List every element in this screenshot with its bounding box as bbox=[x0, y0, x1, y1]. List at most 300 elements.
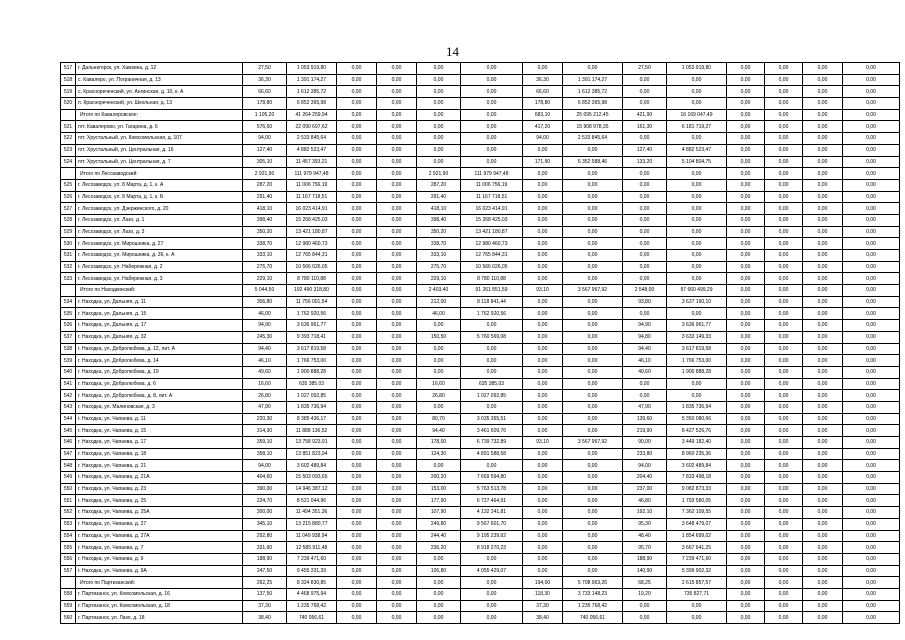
value-cell: 0,00 bbox=[337, 144, 377, 156]
address-cell: г. Находка, ул. Добролюбова, д. 14 bbox=[76, 355, 243, 367]
value-cell: 0,00 bbox=[843, 191, 900, 203]
value-cell: 0,00 bbox=[563, 168, 623, 180]
value-cell: 111 979 947,48 bbox=[461, 168, 523, 180]
value-cell: 0,00 bbox=[337, 588, 377, 600]
value-cell: 0,00 bbox=[377, 273, 417, 285]
value-cell: 0,00 bbox=[803, 98, 843, 110]
value-cell: 0,00 bbox=[337, 156, 377, 168]
value-cell: 0,00 bbox=[803, 530, 843, 542]
value-cell: 0,00 bbox=[563, 296, 623, 308]
address-cell: с. Краснореченский, ул. Ангинская, д. 10, к. А bbox=[76, 86, 243, 98]
table-row bbox=[61, 261, 900, 273]
value-cell: 0,00 bbox=[563, 518, 623, 530]
address-cell: г. Находка, ул. Чапаева, д. 27А bbox=[76, 530, 243, 542]
value-cell: 0,00 bbox=[337, 226, 377, 238]
value-cell: 0,00 bbox=[563, 401, 623, 413]
value-cell: 0,00 bbox=[727, 98, 765, 110]
value-cell: 0,00 bbox=[803, 448, 843, 460]
value-cell: 0,00 bbox=[417, 144, 461, 156]
address-cell: г. Партизанск, ул. Комсомольская, д. 16 bbox=[76, 588, 243, 600]
value-cell: 3 637 160,10 bbox=[667, 296, 727, 308]
value-cell: 0,00 bbox=[727, 331, 765, 343]
value-cell: 3 667 641,25 bbox=[667, 542, 727, 554]
value-cell: 0,00 bbox=[523, 530, 563, 542]
value-cell: 0,00 bbox=[765, 530, 803, 542]
value-cell: 0,00 bbox=[377, 507, 417, 519]
value-cell: 0,00 bbox=[667, 390, 727, 402]
value-cell: 0,00 bbox=[803, 250, 843, 262]
value-cell: 0,00 bbox=[727, 133, 765, 145]
address-cell: г. Находка, ул. Дальняя, д. 32 bbox=[76, 331, 243, 343]
value-cell: 236,20 bbox=[417, 542, 461, 554]
row-number: 517 bbox=[61, 63, 76, 75]
value-cell: 0,00 bbox=[337, 343, 377, 355]
value-cell: 0,00 bbox=[843, 250, 900, 262]
table-row bbox=[61, 273, 900, 285]
value-cell: 0,00 bbox=[727, 413, 765, 425]
value-cell: 11 494 351,36 bbox=[287, 507, 337, 519]
value-cell: 0,00 bbox=[803, 63, 843, 75]
value-cell: 94,40 bbox=[417, 425, 461, 437]
value-cell: 635 385,03 bbox=[287, 378, 337, 390]
value-cell: 0,00 bbox=[523, 261, 563, 273]
value-cell: 0,00 bbox=[337, 518, 377, 530]
value-cell: 9 455 331,39 bbox=[287, 565, 337, 577]
value-cell: 0,00 bbox=[461, 74, 523, 86]
value-cell: 0,00 bbox=[563, 378, 623, 390]
value-cell: 49,60 bbox=[623, 366, 667, 378]
value-cell: 0,00 bbox=[727, 542, 765, 554]
value-cell: 0,00 bbox=[523, 63, 563, 75]
value-cell: 0,00 bbox=[667, 98, 727, 110]
value-cell: 137,50 bbox=[243, 588, 287, 600]
value-cell: 0,00 bbox=[843, 203, 900, 215]
value-cell: 0,00 bbox=[843, 378, 900, 390]
value-cell: 0,00 bbox=[623, 86, 667, 98]
value-cell: 0,00 bbox=[523, 203, 563, 215]
table-row bbox=[61, 366, 900, 378]
address-cell: г. Находка, ул. Чапаева, д. 21 bbox=[76, 460, 243, 472]
row-number bbox=[61, 109, 76, 121]
value-cell: 0,00 bbox=[377, 483, 417, 495]
value-cell: 0,00 bbox=[563, 553, 623, 565]
row-number: 530 bbox=[61, 238, 76, 250]
value-cell: 0,00 bbox=[563, 366, 623, 378]
value-cell: 12 585 911,48 bbox=[287, 542, 337, 554]
table-row bbox=[61, 437, 900, 449]
table-row bbox=[61, 343, 900, 355]
value-cell: 683,10 bbox=[523, 109, 563, 121]
value-cell: 249,80 bbox=[417, 518, 461, 530]
value-cell: 0,00 bbox=[667, 600, 727, 612]
value-cell: 0,00 bbox=[461, 121, 523, 133]
value-cell: 0,00 bbox=[803, 565, 843, 577]
value-cell: 0,00 bbox=[843, 133, 900, 145]
value-cell: 5 350 080,66 bbox=[667, 413, 727, 425]
row-number: 542 bbox=[61, 390, 76, 402]
value-cell: 0,00 bbox=[337, 413, 377, 425]
value-cell: 0,00 bbox=[803, 612, 843, 624]
address-cell: с. Кавалеро, ул. Пограничная, д. 13 bbox=[76, 74, 243, 86]
value-cell: 5 399 902,32 bbox=[667, 565, 727, 577]
value-cell: 0,00 bbox=[727, 156, 765, 168]
value-cell: 0,00 bbox=[843, 226, 900, 238]
value-cell: 0,00 bbox=[727, 401, 765, 413]
value-cell: 0,00 bbox=[765, 121, 803, 133]
value-cell: 0,00 bbox=[563, 390, 623, 402]
value-cell: 0,00 bbox=[523, 460, 563, 472]
value-cell: 118,30 bbox=[523, 588, 563, 600]
value-cell: 0,00 bbox=[667, 612, 727, 624]
address-cell: г. Лесозаводск, ул. 8 Марта, д. 1, к. А bbox=[76, 179, 243, 191]
value-cell: 0,00 bbox=[563, 250, 623, 262]
value-cell: 0,00 bbox=[563, 495, 623, 507]
subtotal-row bbox=[61, 577, 900, 589]
value-cell: 212,00 bbox=[417, 296, 461, 308]
address-cell: г. Находка, ул. Чапаева, д. 17 bbox=[76, 437, 243, 449]
value-cell: 300,00 bbox=[243, 507, 287, 519]
value-cell: 0,00 bbox=[843, 600, 900, 612]
value-cell: 0,00 bbox=[803, 437, 843, 449]
row-number: 525 bbox=[61, 179, 76, 191]
value-cell: 0,00 bbox=[377, 460, 417, 472]
row-number: 554 bbox=[61, 530, 76, 542]
value-cell: 0,00 bbox=[337, 261, 377, 273]
value-cell: 48,40 bbox=[623, 530, 667, 542]
value-cell: 417,20 bbox=[523, 121, 563, 133]
value-cell: 11 756 001,54 bbox=[287, 296, 337, 308]
row-number: 540 bbox=[61, 366, 76, 378]
value-cell: 4 468 975,94 bbox=[287, 588, 337, 600]
value-cell: 8 118 841,44 bbox=[461, 296, 523, 308]
table-row bbox=[61, 355, 900, 367]
value-cell: 0,00 bbox=[667, 86, 727, 98]
value-cell: 305,10 bbox=[243, 156, 287, 168]
value-cell: 0,00 bbox=[765, 109, 803, 121]
value-cell: 0,00 bbox=[523, 250, 563, 262]
value-cell: 106,80 bbox=[417, 565, 461, 577]
value-cell: 0,00 bbox=[523, 238, 563, 250]
value-cell: 0,00 bbox=[461, 366, 523, 378]
value-cell: 0,00 bbox=[843, 507, 900, 519]
value-cell: 0,00 bbox=[803, 144, 843, 156]
table-row bbox=[61, 203, 900, 215]
value-cell: 12 765 844,31 bbox=[461, 250, 523, 262]
value-cell: 0,00 bbox=[563, 214, 623, 226]
value-cell: 0,00 bbox=[623, 168, 667, 180]
value-cell: 46,10 bbox=[623, 355, 667, 367]
value-cell: 0,00 bbox=[667, 179, 727, 191]
value-cell: 0,00 bbox=[337, 191, 377, 203]
value-cell: 0,00 bbox=[843, 74, 900, 86]
value-cell: 94,00 bbox=[243, 133, 287, 145]
value-cell: 41 264 259,94 bbox=[287, 109, 337, 121]
value-cell: 398,40 bbox=[417, 214, 461, 226]
value-cell: 0,00 bbox=[337, 542, 377, 554]
address-cell: г. Находка, ул. Малиновская, д. 3 bbox=[76, 401, 243, 413]
value-cell: 8 427 526,76 bbox=[667, 425, 727, 437]
value-cell: 3 567 967,92 bbox=[563, 285, 623, 297]
value-cell: 94,00 bbox=[623, 460, 667, 472]
value-cell: 1 900 888,28 bbox=[287, 366, 337, 378]
address-cell: г. Находка, ул. Чапаева, д. 9А bbox=[76, 565, 243, 577]
value-cell: 0,00 bbox=[803, 366, 843, 378]
value-cell: 0,00 bbox=[667, 191, 727, 203]
value-cell: 0,00 bbox=[377, 390, 417, 402]
value-cell: 0,00 bbox=[727, 74, 765, 86]
value-cell: 4 891 588,58 bbox=[461, 448, 523, 460]
value-cell: 0,00 bbox=[337, 168, 377, 180]
value-cell: 0,00 bbox=[417, 343, 461, 355]
address-cell: г. Находка, ул. Чапаева, д. 9 bbox=[76, 553, 243, 565]
value-cell: 0,00 bbox=[337, 203, 377, 215]
table-row bbox=[61, 296, 900, 308]
value-cell: 0,00 bbox=[417, 63, 461, 75]
value-cell: 0,00 bbox=[337, 133, 377, 145]
value-cell: 0,00 bbox=[563, 226, 623, 238]
value-cell: 0,00 bbox=[523, 378, 563, 390]
address-cell: г. Партизанск, ул. Комсомольская, д. 18 bbox=[76, 600, 243, 612]
value-cell: 11 167 718,51 bbox=[287, 191, 337, 203]
value-cell: 0,00 bbox=[523, 168, 563, 180]
value-cell: 80,70 bbox=[417, 413, 461, 425]
value-cell: 219,90 bbox=[623, 425, 667, 437]
value-cell: 0,00 bbox=[667, 273, 727, 285]
value-cell: 1 027 092,85 bbox=[287, 390, 337, 402]
value-cell: 0,00 bbox=[803, 285, 843, 297]
value-cell: 0,00 bbox=[843, 296, 900, 308]
value-cell: 0,00 bbox=[667, 74, 727, 86]
value-cell: 0,00 bbox=[667, 133, 727, 145]
value-cell: 0,00 bbox=[563, 320, 623, 332]
value-cell: 350,20 bbox=[417, 226, 461, 238]
value-cell: 12 765 844,31 bbox=[287, 250, 337, 262]
value-cell: 0,00 bbox=[843, 553, 900, 565]
value-cell: 46,10 bbox=[243, 355, 287, 367]
row-number: 539 bbox=[61, 355, 76, 367]
value-cell: 0,00 bbox=[843, 308, 900, 320]
value-cell: 0,00 bbox=[623, 98, 667, 110]
value-cell: 11 006 756,19 bbox=[287, 179, 337, 191]
value-cell: 0,00 bbox=[803, 74, 843, 86]
address-cell: г. Находка, ул. Чапаева, д. 18 bbox=[76, 448, 243, 460]
value-cell: 0,00 bbox=[377, 250, 417, 262]
value-cell: 0,00 bbox=[377, 308, 417, 320]
value-cell: 36,30 bbox=[243, 74, 287, 86]
value-cell: 1 762 920,56 bbox=[461, 308, 523, 320]
value-cell: 7 239 471,60 bbox=[667, 553, 727, 565]
value-cell: 0,00 bbox=[377, 296, 417, 308]
value-cell: 0,00 bbox=[377, 331, 417, 343]
value-cell: 0,00 bbox=[337, 577, 377, 589]
value-cell: 177,90 bbox=[417, 495, 461, 507]
value-cell: 1 053 919,80 bbox=[667, 63, 727, 75]
value-cell: 2 921,90 bbox=[417, 168, 461, 180]
value-cell: 0,00 bbox=[417, 86, 461, 98]
value-cell: 0,00 bbox=[417, 460, 461, 472]
value-cell: 26,80 bbox=[243, 390, 287, 402]
value-cell: 0,00 bbox=[337, 378, 377, 390]
value-cell: 7 669 594,80 bbox=[461, 472, 523, 484]
value-cell: 12 980 460,73 bbox=[287, 238, 337, 250]
value-cell: 0,00 bbox=[377, 472, 417, 484]
value-cell: 0,00 bbox=[803, 460, 843, 472]
address-cell: Итого по Кавалеровское: bbox=[76, 109, 243, 121]
value-cell: 0,00 bbox=[727, 285, 765, 297]
value-cell: 0,00 bbox=[843, 401, 900, 413]
value-cell: 0,00 bbox=[843, 144, 900, 156]
value-cell: 3 461 609,76 bbox=[461, 425, 523, 437]
address-cell: пгт. Хрустальный, ул. Комсомольская, д. 107 bbox=[76, 133, 243, 145]
value-cell: 247,50 bbox=[243, 565, 287, 577]
address-cell: п. Краснореченский, ул. Школьная, д. 13 bbox=[76, 98, 243, 110]
value-cell: 0,00 bbox=[765, 553, 803, 565]
value-cell: 0,00 bbox=[523, 355, 563, 367]
row-number: 523 bbox=[61, 144, 76, 156]
value-cell: 0,00 bbox=[523, 343, 563, 355]
value-cell: 0,00 bbox=[667, 238, 727, 250]
value-cell: 0,00 bbox=[667, 261, 727, 273]
value-cell: 0,00 bbox=[727, 577, 765, 589]
value-cell: 0,00 bbox=[727, 191, 765, 203]
value-cell: 0,00 bbox=[337, 425, 377, 437]
page-number: 14 bbox=[446, 44, 459, 59]
value-cell: 0,00 bbox=[337, 448, 377, 460]
table-row bbox=[61, 179, 900, 191]
value-cell: 292,80 bbox=[243, 530, 287, 542]
value-cell: 0,00 bbox=[843, 98, 900, 110]
table-row bbox=[61, 98, 900, 110]
value-cell: 0,00 bbox=[337, 63, 377, 75]
row-number: 537 bbox=[61, 331, 76, 343]
value-cell: 94,80 bbox=[623, 331, 667, 343]
value-cell: 15 503 093,65 bbox=[287, 472, 337, 484]
value-cell: 93,80 bbox=[623, 296, 667, 308]
address-cell: г. Находка, ул. Дальняя, д. 15 bbox=[76, 308, 243, 320]
value-cell: 19,20 bbox=[623, 588, 667, 600]
value-cell: 0,00 bbox=[623, 133, 667, 145]
value-cell: 11 167 718,51 bbox=[461, 191, 523, 203]
value-cell: 0,00 bbox=[803, 109, 843, 121]
value-cell: 237,00 bbox=[623, 483, 667, 495]
value-cell: 0,00 bbox=[843, 577, 900, 589]
value-cell: 1 235 768,42 bbox=[563, 600, 623, 612]
value-cell: 0,00 bbox=[803, 296, 843, 308]
value-cell: 0,00 bbox=[563, 413, 623, 425]
value-cell: 0,00 bbox=[337, 460, 377, 472]
value-cell: 0,00 bbox=[727, 203, 765, 215]
value-cell: 0,00 bbox=[727, 226, 765, 238]
table-row bbox=[61, 191, 900, 203]
value-cell: 0,00 bbox=[461, 98, 523, 110]
table-row bbox=[61, 565, 900, 577]
value-cell: 13 215 880,77 bbox=[287, 518, 337, 530]
value-cell: 0,00 bbox=[765, 238, 803, 250]
value-cell: 0,00 bbox=[337, 320, 377, 332]
value-cell: 0,00 bbox=[563, 308, 623, 320]
row-number: 536 bbox=[61, 320, 76, 332]
value-cell: 26,80 bbox=[417, 390, 461, 402]
value-cell: 0,00 bbox=[843, 413, 900, 425]
value-cell: 0,00 bbox=[803, 320, 843, 332]
value-cell: 127,40 bbox=[623, 144, 667, 156]
value-cell: 0,00 bbox=[523, 320, 563, 332]
value-cell: 46,00 bbox=[417, 308, 461, 320]
table-row bbox=[61, 214, 900, 226]
address-cell: пгт. Хрустальный, ул. Центральная, д. 16 bbox=[76, 144, 243, 156]
value-cell: 0,00 bbox=[563, 144, 623, 156]
value-cell: 97 660 499,29 bbox=[667, 285, 727, 297]
address-cell: г. Лесозаводск, ул. Набережная, д. 2 bbox=[76, 261, 243, 273]
row-number: 532 bbox=[61, 261, 76, 273]
value-cell: 0,00 bbox=[417, 612, 461, 624]
row-number: 528 bbox=[61, 214, 76, 226]
value-cell: 0,00 bbox=[765, 214, 803, 226]
value-cell: 0,00 bbox=[417, 588, 461, 600]
value-cell: 0,00 bbox=[727, 320, 765, 332]
value-cell: 0,00 bbox=[765, 74, 803, 86]
address-cell: г. Лесозаводск, ул. Набережная, д. 3 bbox=[76, 273, 243, 285]
value-cell: 0,00 bbox=[377, 74, 417, 86]
value-cell: 0,00 bbox=[523, 542, 563, 554]
value-cell: 0,00 bbox=[417, 156, 461, 168]
value-cell: 0,00 bbox=[337, 285, 377, 297]
value-cell: 390,00 bbox=[243, 483, 287, 495]
value-cell: 0,00 bbox=[461, 86, 523, 98]
value-cell: 0,00 bbox=[843, 448, 900, 460]
value-cell: 204,40 bbox=[623, 472, 667, 484]
value-cell: 0,00 bbox=[765, 273, 803, 285]
table-row bbox=[61, 250, 900, 262]
value-cell: 0,00 bbox=[377, 565, 417, 577]
table-row bbox=[61, 308, 900, 320]
value-cell: 421,90 bbox=[623, 109, 667, 121]
value-cell: 6 739 732,89 bbox=[461, 437, 523, 449]
row-number: 520 bbox=[61, 98, 76, 110]
row-number: 518 bbox=[61, 74, 76, 86]
value-cell: 0,00 bbox=[461, 144, 523, 156]
value-cell: 275,70 bbox=[417, 261, 461, 273]
address-cell: г. Находка, ул. Чапаева, д. 11 bbox=[76, 413, 243, 425]
value-cell: 22 090 697,62 bbox=[287, 121, 337, 133]
value-cell: 0,00 bbox=[765, 203, 803, 215]
address-cell: г. Лесозаводск, ул. Лазо, д. 1 bbox=[76, 214, 243, 226]
value-cell: 0,00 bbox=[727, 425, 765, 437]
value-cell: 0,00 bbox=[727, 121, 765, 133]
value-cell: 0,00 bbox=[727, 600, 765, 612]
value-cell: 0,00 bbox=[667, 168, 727, 180]
value-cell: 14 946 387,12 bbox=[287, 483, 337, 495]
address-cell: г. Находка, ул. Дальняя, д. 11 bbox=[76, 296, 243, 308]
value-cell: 27,50 bbox=[623, 63, 667, 75]
address-cell: г. Находка, ул. Чапаева, д. 27 bbox=[76, 518, 243, 530]
value-cell: 0,00 bbox=[623, 214, 667, 226]
value-cell: 0,00 bbox=[377, 495, 417, 507]
value-cell: 8 521 044,96 bbox=[287, 495, 337, 507]
row-number: 533 bbox=[61, 273, 76, 285]
value-cell: 4 882 523,47 bbox=[667, 144, 727, 156]
value-cell: 12 980 460,73 bbox=[461, 238, 523, 250]
value-cell: 16,60 bbox=[417, 378, 461, 390]
value-cell: 0,00 bbox=[417, 577, 461, 589]
value-cell: 229,10 bbox=[243, 273, 287, 285]
value-cell: 0,00 bbox=[337, 86, 377, 98]
value-cell: 0,00 bbox=[765, 448, 803, 460]
table-row bbox=[61, 401, 900, 413]
value-cell: 0,00 bbox=[523, 144, 563, 156]
value-cell: 2 615 857,57 bbox=[667, 577, 727, 589]
value-cell: 0,00 bbox=[461, 460, 523, 472]
